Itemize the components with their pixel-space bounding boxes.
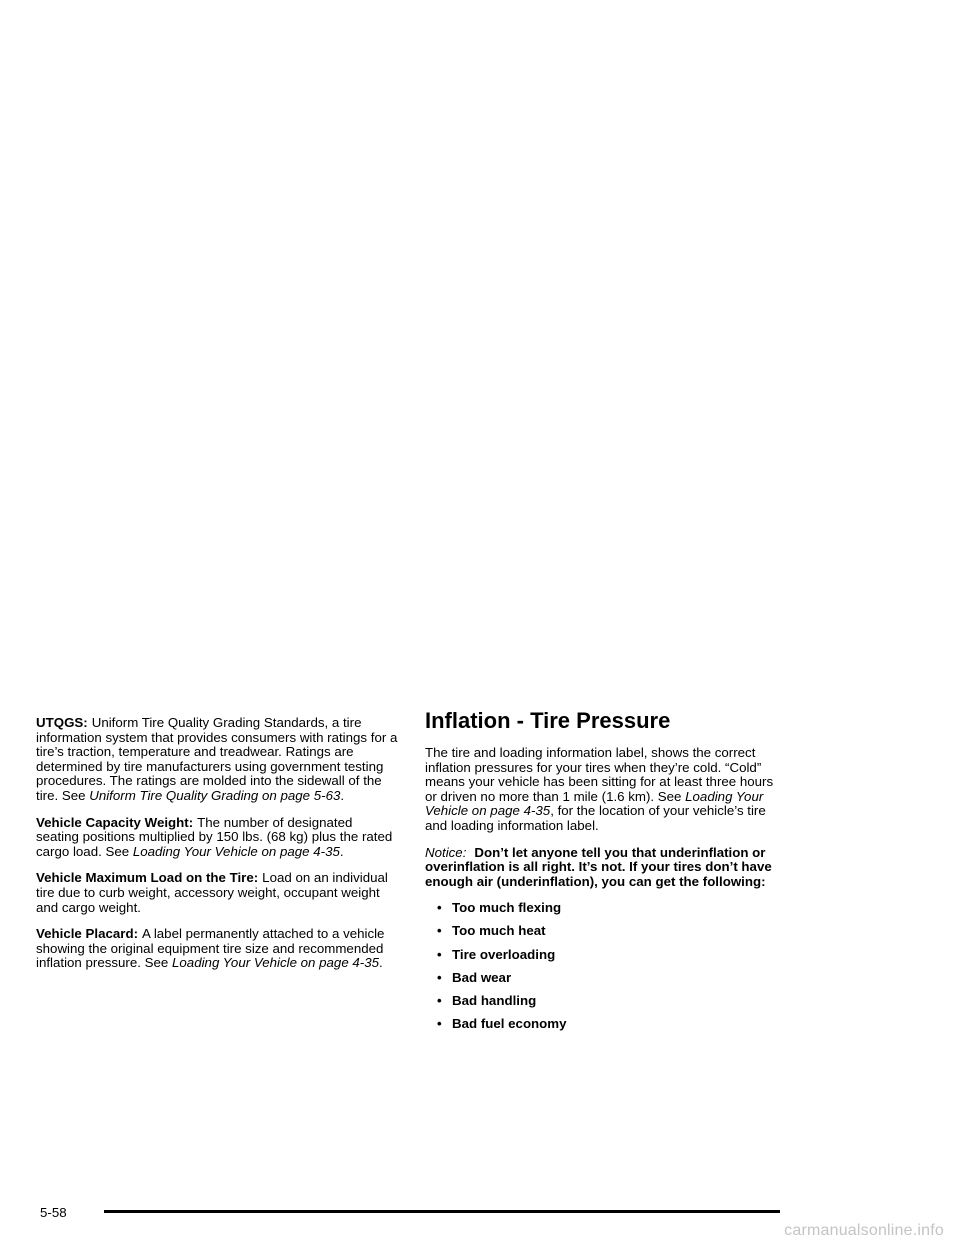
watermark[interactable]: carmanualsonline.info xyxy=(784,1222,944,1239)
notice-paragraph xyxy=(425,846,787,890)
definition-text: Uniform Tire Quality Grading Standards, a tire information system that provides consumers with ratings for a tire’s traction, temperature and treadwear. Ratings are determined by tire manufacturers using government testing procedures. The ratings are molded into the sidewall of the tire. See xyxy=(36,715,398,803)
bullet-icon: • xyxy=(437,969,442,985)
definition-term: UTQGS: xyxy=(36,715,88,730)
cross-reference: Loading Your Vehicle on page 4-35 xyxy=(132,843,340,859)
intro-paragraph: The tire and loading information label, shows the correct inflation pressures for your tires when they’re cold. “Cold” means your vehicle has been sitting for at least three hours or driven no more than 1 mile (1.6 km). See Loading Your Vehicle on page 4-35, for the location of your vehicle’s tire and loading information label. xyxy=(425,745,774,833)
bullet-icon: • xyxy=(437,1015,442,1031)
left-column xyxy=(36,716,398,983)
cross-reference: Uniform Tire Quality Grading on page 5-63 xyxy=(89,787,341,803)
list-item: • Too much flexing xyxy=(437,900,562,916)
definition-term: Vehicle Maximum Load on the Tire: xyxy=(36,870,259,886)
definition-text: Load on an individual tire due to curb weight, accessory weight, occupant weight and cargo weight. xyxy=(36,870,388,915)
definition-term: Vehicle Placard: xyxy=(36,926,138,942)
list-item: • Tire overloading xyxy=(437,946,556,962)
definition-text: A label permanently attached to a vehicle showing the original equipment tire size and recommended inflation pressure. See xyxy=(36,926,385,971)
list-item: • Bad fuel economy xyxy=(437,1015,567,1031)
footer-rule xyxy=(104,1210,780,1213)
definition-term: Vehicle Capacity Weight: xyxy=(36,814,194,830)
definition-text: The number of designated seating positions multiplied by 150 lbs. (68 kg) plus the rated cargo load. See xyxy=(36,814,393,859)
bullet-icon: • xyxy=(437,946,442,962)
definition-utqgs: UTQGS: Uniform Tire Quality Grading Standards, a tire information system that provides consumers with ratings for a tire’s traction, temperature and treadwear. Ratings are determined by tire manufacturers using government testing procedures. The ratings are molded into the sidewall of the tire. See Uniform Tire Quality Grading on page 5-63. xyxy=(36,715,398,803)
bullet-icon: • xyxy=(437,992,442,1008)
list-item: • Bad wear xyxy=(437,969,512,985)
bullet-icon: • xyxy=(437,900,442,916)
list-item: • Bad handling xyxy=(437,992,537,1008)
notice-label: Notice: xyxy=(425,844,467,860)
right-column xyxy=(425,708,787,1040)
notice-text: Don’t let anyone tell you that underinflation or overinflation is all right. It’s not. If your tires don’t have enough air (underinflation), you can get the following: xyxy=(425,844,772,889)
section-heading: Inflation - Tire Pressure xyxy=(425,708,671,733)
cross-reference: Loading Your Vehicle on page 4-35 xyxy=(172,955,380,971)
list-item: • Too much heat xyxy=(437,923,546,939)
page-number: 5-58 xyxy=(40,1205,67,1220)
definition-vehicle-maximum-load xyxy=(36,871,398,915)
cross-reference: Loading Your Vehicle on page 4-35 xyxy=(425,788,764,819)
definition-vehicle-capacity-weight: Vehicle Capacity Weight: The number of designated seating positions multiplied by 150 lbs. (68 kg) plus the rated cargo load. See Loading Your Vehicle on page 4-35. xyxy=(36,814,393,859)
definition-vehicle-placard: Vehicle Placard: A label permanently attached to a vehicle showing the original equipment tire size and recommended inflation pressure. See Loading Your Vehicle on page 4-35. xyxy=(36,926,385,971)
bullet-icon: • xyxy=(437,923,442,939)
consequence-list xyxy=(425,901,787,1031)
